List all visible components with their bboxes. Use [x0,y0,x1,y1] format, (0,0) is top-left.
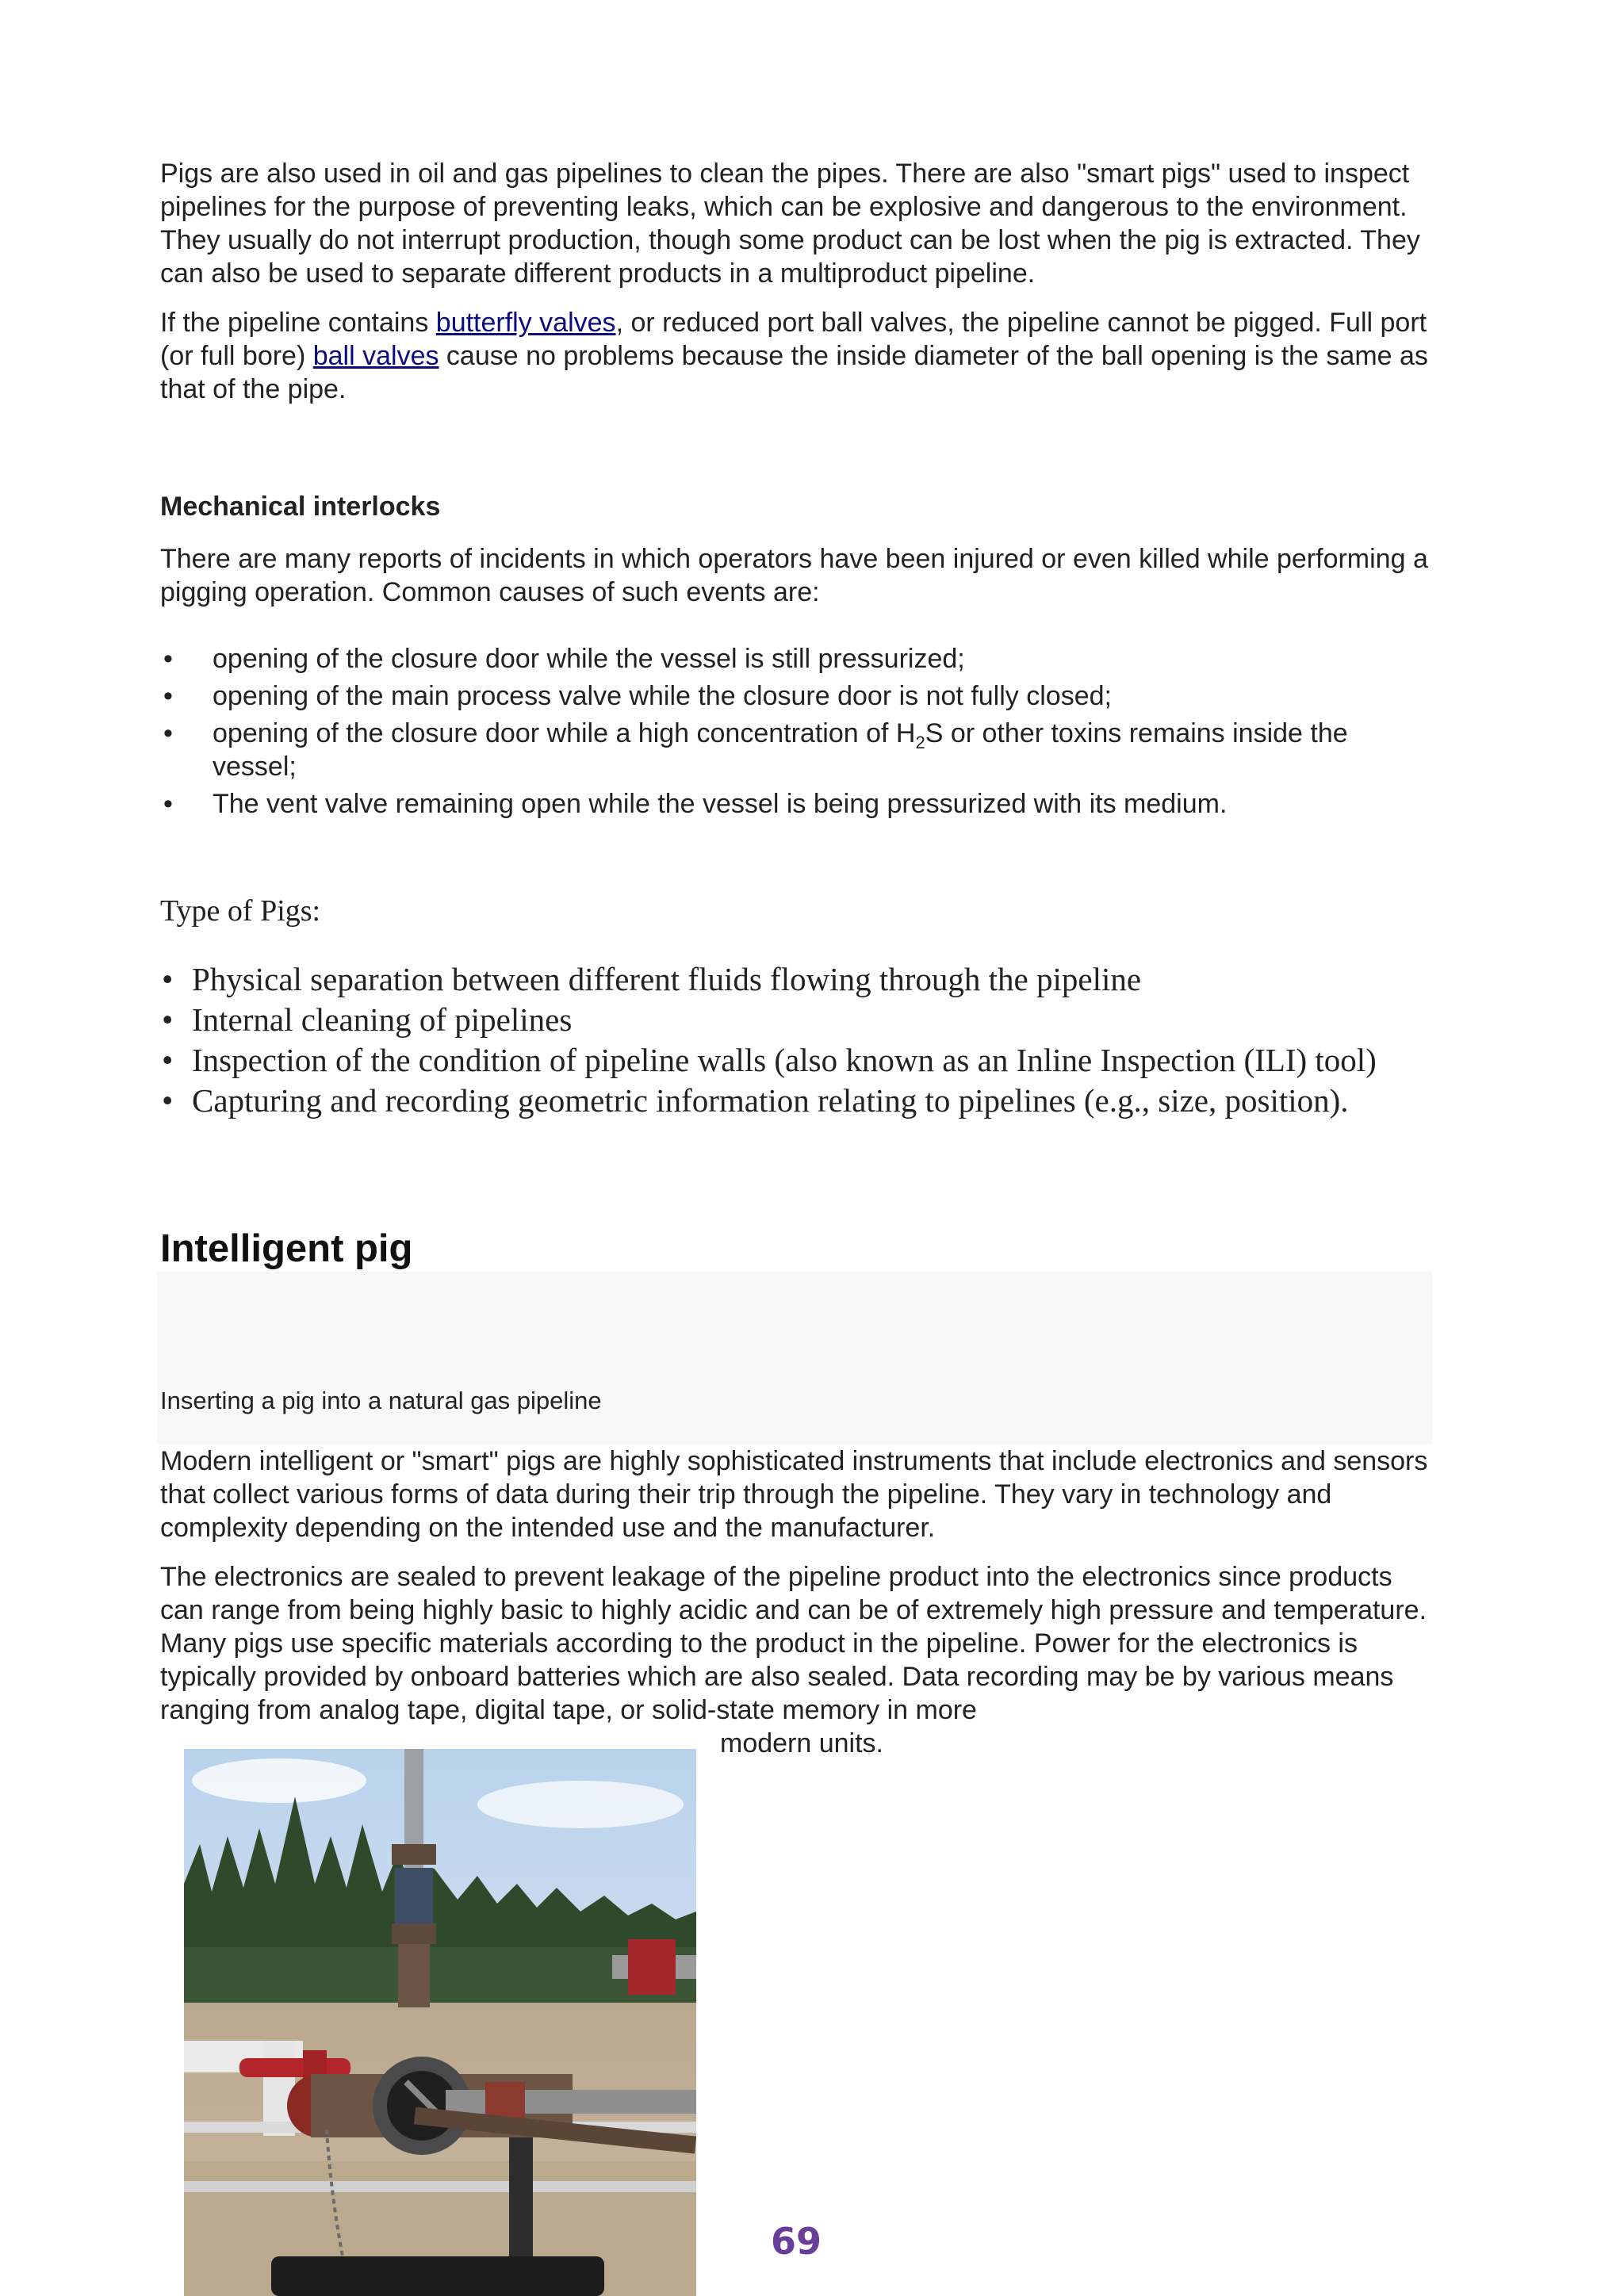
list-item [160,1081,1437,1121]
list-item [160,717,1437,783]
intelligent-paragraph-2-end: modern units. [720,1728,883,1758]
interlocks-intro: There are many reports of incidents in which operators have been injured or even killed while performing a pigging operation. Common causes of such events are: [160,544,1428,607]
butterfly-valves-link[interactable]: butterfly valves [435,308,616,338]
interlocks-section [160,490,1437,821]
bullet-icon: • [163,644,173,674]
subscript-2: 2 [915,732,925,752]
list-item-text: Internal cleaning of pipelines [192,1001,573,1038]
list-item-text: Inspection of the condition of pipeline walls (also known as an Inline Inspection (ILI) tool) [192,1042,1377,1078]
intro-p2-text-c: cause no problems because the inside diameter of the ball opening is the same as that of the pipe. [160,341,1428,404]
pig-types-heading: Type of Pigs: [160,894,321,928]
intro-section [160,157,1437,406]
pig-launcher-illustration [184,1749,696,2296]
bullet-icon: • [162,1042,174,1078]
page-number: 69 [771,2220,822,2263]
list-item-text: opening of the closure door while the vessel is still pressurized; [213,644,965,674]
pig-types-section [160,893,1437,1121]
list-item-text-b: S or other toxins remains inside the vessel; [213,718,1348,782]
bullet-icon: • [163,718,173,748]
bullet-icon: • [162,961,174,997]
bullet-icon: • [162,1001,174,1038]
list-item-text: The vent valve remaining open while the vessel is being pressurized with its medium. [213,789,1228,819]
intelligent-pig-heading: Intelligent pig [160,1227,413,1270]
list-item-text: opening of the main process valve while the closure door is not fully closed; [213,681,1112,711]
figure-caption: Inserting a pig into a natural gas pipeline [160,1387,602,1414]
intelligent-paragraph-2: The electronics are sealed to prevent leakage of the pipeline product into the electronics since products can range from being highly basic to highly acidic and can be of extremely high pressure and temperature. Many pigs use specific materials according to the product in the pipeline. Power for the electronics is typically provided by onboard batteries which are also sealed. Data recording may be by various means ranging from analog tape, digital tape, or solid-state memory in more [160,1562,1427,1725]
pig-types-list [160,959,1437,1121]
ball-valves-link[interactable]: ball valves [312,341,439,371]
intelligent-pig-header [160,1226,1437,1272]
list-item [160,959,1437,1000]
intelligent-paragraph-1: Modern intelligent or "smart" pigs are highly sophisticated instruments that include electronics and sensors that collect various forms of data during their trip through the pipeline. They vary in technology and complexity depending on the intended use and the manufacturer. [160,1446,1428,1543]
intro-paragraph-1: Pigs are also used in oil and gas pipelines to clean the pipes. There are also "smart pigs" used to inspect pipelines for the purpose of preventing leaks, which can be explosive and dangerous to the environment. They usually do not interrupt production, though some product can be lost when the pig is extracted. They can also be used to separate different products in a multiproduct pipeline. [160,159,1420,289]
bullet-icon: • [163,681,173,711]
list-item [160,1000,1437,1040]
interlocks-heading: Mechanical interlocks [160,492,441,522]
list-item [160,642,1437,675]
list-item-text-a: opening of the closure door while a high concentration of H [213,718,916,748]
list-item [160,1040,1437,1081]
intro-paragraph-2 [160,306,1437,406]
bullet-icon: • [162,1082,174,1119]
pig-launcher-photo [184,1749,696,2296]
intro-p2-text-a: If the pipeline contains [160,308,436,338]
list-item [160,679,1437,713]
interlocks-list [160,642,1437,821]
figure-caption-box [157,1272,1432,1445]
list-item-text: Capturing and recording geometric information relating to pipelines (e.g., size, position). [192,1082,1349,1119]
list-item-text: Physical separation between different fluids flowing through the pipeline [192,961,1142,997]
bullet-icon: • [163,789,173,819]
intelligent-pig-section [160,1445,1437,1760]
list-item [160,787,1437,821]
intro-p2-text-b: , or reduced port ball valves, the pipeline cannot be pigged. Full port (or full bore) [160,308,1427,371]
